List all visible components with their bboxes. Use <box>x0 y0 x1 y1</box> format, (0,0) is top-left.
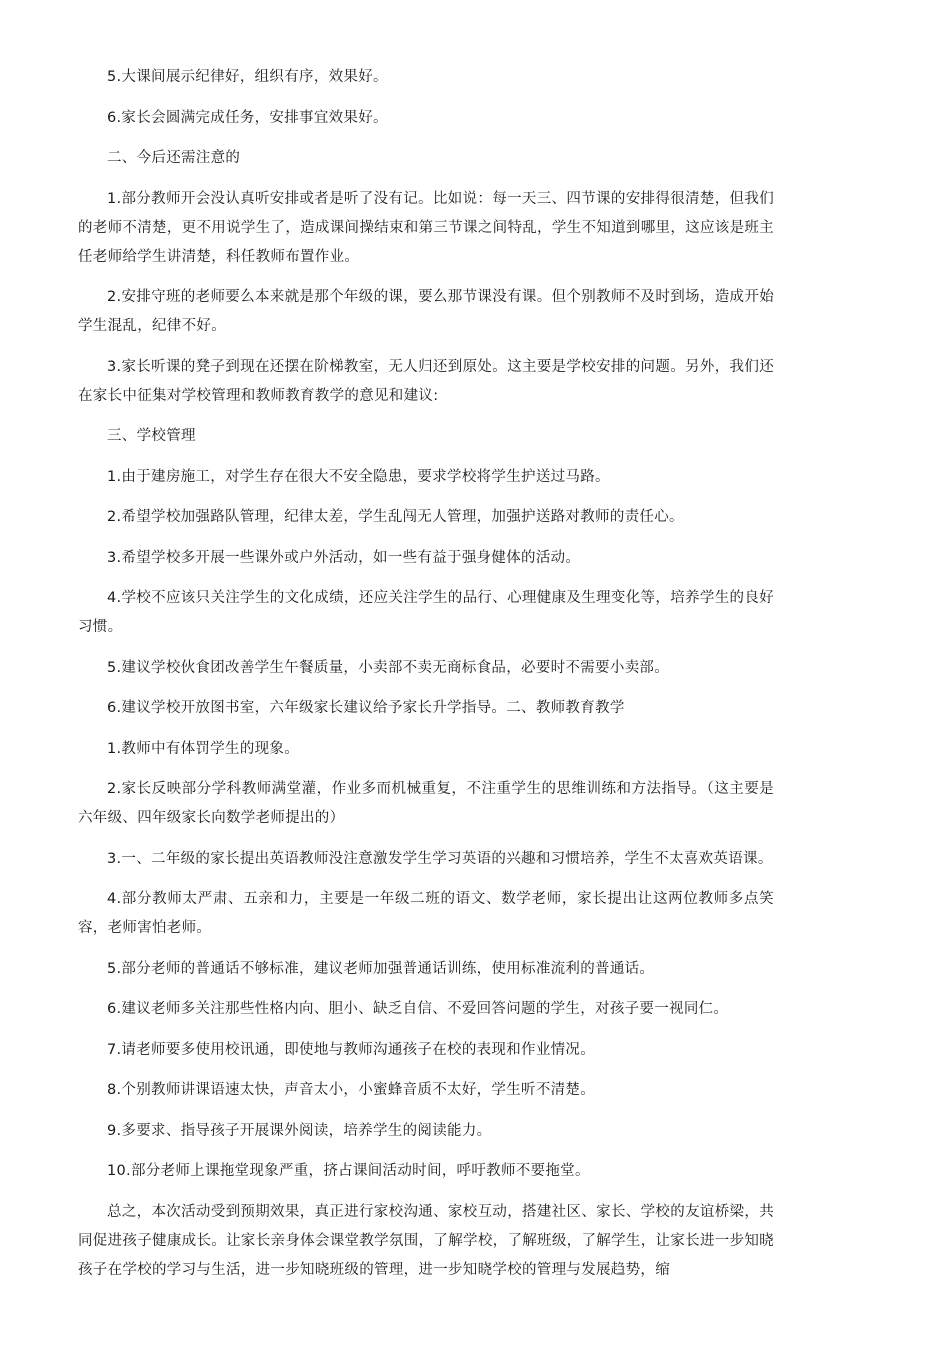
summary-paragraph: 总之，本次活动受到预期效果，真正进行家校沟通、家校互动，搭建社区、家长、学校的友谊桥梁，共同促进孩子健康成长。让家长亲身体会课堂教学氛围，了解学校，了解班级，了解学生，让家长进一步知晓孩子在学校的学习与生活，进一步知晓班级的管理，进一步知晓学校的管理与发展趋势，缩 <box>78 1203 774 1278</box>
paragraph-17: 4.部分教师太严肃、五亲和力，主要是一年级二班的语文、数学老师，家长提出让这两位教师多点笑容，老师害怕老师。 <box>78 891 774 936</box>
paragraph-9: 2.希望学校加强路队管理，纪律太差，学生乱闯无人管理，加强护送路对教师的责任心。 <box>107 509 684 525</box>
paragraph-6: 3.家长听课的凳子到现在还摆在阶梯教室，无人归还到原处。这主要是学校安排的问题。另外，我们还在家长中征集对学校管理和教师教育教学的意见和建议: <box>78 358 774 404</box>
paragraph-16: 3.一、二年级的家长提出英语教师没注意激发学生学习英语的兴趣和习惯培养，学生不太喜欢英语课。 <box>107 850 773 867</box>
document-body <box>78 63 774 1296</box>
paragraph-22: 9.多要求、指导孩子开展课外阅读，培养学生的阅读能力。 <box>107 1122 492 1139</box>
paragraph-14: 1.教师中有体罚学生的现象。 <box>107 740 300 757</box>
paragraph-11: 4.学校不应该只关注学生的文化成绩，还应关注学生的品行、心理健康及生理变化等，培养学生的良好习惯。 <box>78 590 774 635</box>
paragraph-4: 1.部分教师开会没认真听安排或者是听了没有记。比如说：每一天三、四节课的安排得很清楚，但我们的老师不清楚，更不用说学生了，造成课间操结束和第三节课之间特乱，学生不知道到哪里，这应该是班主任老师给学生讲清楚，科任教师布置作业。 <box>78 190 774 265</box>
section-heading-3: 三、学校管理 <box>107 428 196 444</box>
paragraph-21: 8.个别教师讲课语速太快，声音太小，小蜜蜂音质不太好，学生听不清楚。 <box>107 1082 596 1098</box>
paragraph-20: 7.请老师要多使用校讯通，即使地与教师沟通孩子在校的表现和作业情况。 <box>107 1041 596 1058</box>
paragraph-8: 1.由于建房施工，对学生存在很大不安全隐患，要求学校将学生护送过马路。 <box>107 468 610 485</box>
paragraph-19: 6.建议老师多关注那些性格内向、胆小、缺乏自信、不爱回答问题的学生，对孩子要一视同仁。 <box>107 1001 729 1017</box>
section-heading-2: 二、今后还需注意的 <box>107 150 241 166</box>
paragraph-15: 2.家长反映部分学科教师满堂灌，作业多而机械重复，不注重学生的思维训练和方法指导。（这主要是六年级、四年级家长向数学老师提出的） <box>78 781 774 826</box>
paragraph-13: 6.建议学校开放图书室，六年级家长建议给予家长升学指导。二、教师教育教学 <box>107 700 625 716</box>
paragraph-12: 5.建议学校伙食团改善学生午餐质量，小卖部不卖无商标食品，必要时不需要小卖部。 <box>107 659 670 676</box>
paragraph-10: 3.希望学校多开展一些课外或户外活动，如一些有益于强身健体的活动。 <box>107 549 581 566</box>
paragraph-23: 10.部分老师上课拖堂现象严重，挤占课间活动时间，呼吁教师不要拖堂。 <box>107 1163 590 1179</box>
paragraph-5: 2.安排守班的老师要么本来就是那个年级的课，要么那节课没有课。但个别教师不及时到场，造成开始学生混乱，纪律不好。 <box>78 289 774 334</box>
paragraph-1: 5.大课间展示纪律好，组织有序，效果好。 <box>107 69 388 85</box>
paragraph-18: 5.部分老师的普通话不够标准，建议老师加强普通话训练，使用标准流利的普通话。 <box>107 960 655 977</box>
paragraph-2: 6.家长会圆满完成任务，安排事宜效果好。 <box>107 109 388 126</box>
